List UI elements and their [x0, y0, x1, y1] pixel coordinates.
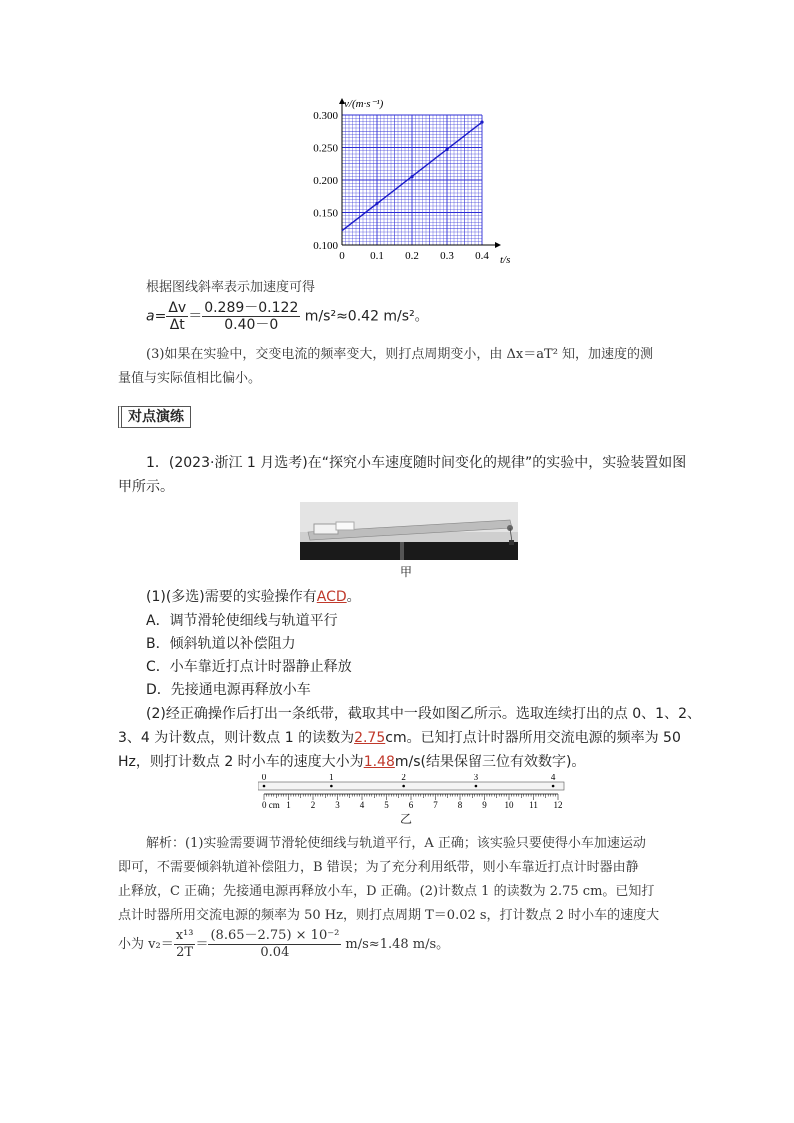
x-tick-label: 0.4	[475, 250, 489, 262]
y-tick-label: 0.300	[313, 110, 338, 122]
x-tick-label: 0.1	[370, 250, 384, 262]
data-point	[480, 121, 483, 124]
frac-den-values: 0.40－0	[224, 317, 279, 333]
figure2-caption: 乙	[400, 812, 413, 826]
section-title: 对点演练	[118, 406, 191, 428]
option-d: D．先接通电源再释放小车	[146, 682, 311, 698]
vt-graph	[300, 95, 530, 270]
tape-dot	[330, 785, 333, 788]
ruler-tick-label: 6	[408, 800, 414, 810]
part1-prefix: (1)(多选)需要的实验操作有	[146, 589, 317, 605]
analysis-line5	[118, 928, 449, 961]
y-tick-label: 0.150	[313, 207, 338, 220]
option-c: C．小车靠近打点计时器静止释放	[146, 659, 352, 675]
analysis-v2-prefix: 小为 v₂＝	[118, 937, 174, 952]
part2-answer2: 1.48	[363, 754, 395, 770]
analysis-v2-suffix: m/s≈1.48 m/s。	[341, 937, 450, 952]
frac-2t: 2T	[176, 945, 194, 960]
fraction-calc	[208, 928, 341, 961]
y-tick-label: 0.100	[313, 240, 338, 252]
ruler-tick-label: 9	[482, 800, 487, 810]
ruler-tick-label: 11	[529, 800, 538, 810]
ruler-tick-label: 1	[286, 800, 291, 810]
tape-point-label: 1	[329, 774, 334, 782]
x-tick-label: 0.3	[440, 250, 454, 262]
ruler-tick-label: 7	[433, 800, 438, 810]
apparatus-photo	[300, 502, 518, 560]
frac-num-values: 0.289－0.122	[204, 300, 299, 316]
frac-den: Δt	[169, 317, 185, 333]
ruler-tick-label: 3	[335, 800, 340, 810]
ruler-tick-label: 12	[553, 800, 563, 810]
tape-dot	[263, 785, 266, 788]
analysis-eq: ＝	[195, 937, 209, 952]
graph-grid	[342, 115, 482, 245]
part1-question	[146, 586, 361, 606]
analysis-line3: 止释放，C 正确；先接通电源再释放小车，D 正确。(2)计数点 1 的读数为 2.75 cm。已知打	[118, 884, 655, 899]
option-a: A．调节滑轮使细线与轨道平行	[146, 613, 338, 629]
part2-line3	[118, 751, 585, 771]
part1-suffix: 。	[346, 589, 361, 605]
ruler-tick-label: 2	[310, 800, 316, 810]
ruler-tick-label: 8	[457, 800, 463, 810]
acceleration-formula: a= $\frac{\Delta v}{\Delta t}$ ＝ $\frac{0.289-0.122}{0.40-0}$ m/s²≈0.42 m/s²。	[146, 300, 429, 333]
data-point	[410, 175, 413, 178]
ruler-unit-label: 0 cm	[262, 800, 280, 810]
x-axis-arrow	[495, 242, 501, 248]
tape-point-label: 4	[550, 774, 556, 782]
ruler-tape	[258, 774, 568, 810]
analysis-line1: 解析：(1)实验需要调节滑轮使细线与轨道平行，A 正确；该实验只要使得小车加速运动	[146, 836, 646, 851]
formula-prefix: a=	[146, 308, 167, 325]
part3-line2: 量值与实际值相比偏小。	[118, 371, 262, 386]
section-header	[118, 406, 191, 426]
formula-suffix: m/s²≈0.42 m/s²。	[300, 308, 429, 325]
tape-point-label: 0	[261, 774, 267, 782]
y-tick-labels	[313, 110, 338, 252]
question-stem-line1: 1．(2023·浙江 1 月选考)在“探究小车速度随时间变化的规律”的实验中，实验装置如图	[146, 455, 687, 471]
part1-answer: ACD	[316, 589, 347, 605]
part2-line2-prefix: 3、4 为计数点，则计数点 1 的读数为	[118, 730, 355, 746]
analysis-line2: 即可，不需要倾斜轨道补偿阻力，B 错误；为了充分利用纸带，则小车靠近打点计时器由静	[118, 860, 639, 875]
tape-dot	[552, 785, 555, 788]
part2-line3-suffix: m/s(结果保留三位有效数字)。	[394, 754, 586, 770]
figure1-caption: 甲	[400, 565, 413, 579]
data-point	[375, 202, 378, 205]
frac-x13: x¹³	[175, 928, 194, 943]
fraction-values	[202, 300, 300, 333]
solution-line1: 根据图线斜率表示加速度可得	[146, 280, 316, 295]
paper-tape	[258, 782, 564, 790]
fraction-dv-dt	[166, 300, 188, 333]
x-axis-label: t/s	[500, 254, 511, 266]
analysis-line4: 点计时器所用交流电源的频率为 50 Hz，则打点周期 T＝0.02 s，打计数点 2 时小车的速度大	[118, 908, 660, 923]
part2-answer1: 2.75	[354, 730, 386, 746]
ruler-tick-label: 5	[384, 800, 389, 810]
tape-point-label: 3	[473, 774, 479, 782]
ruler-tick-label: 4	[359, 800, 365, 810]
part2-line3-prefix: Hz，则打计数点 2 时小车的速度大小为	[118, 754, 364, 770]
x-tick-labels	[339, 250, 489, 262]
data-point	[445, 148, 448, 151]
y-tick-label: 0.200	[313, 175, 338, 187]
y-tick-label: 0.250	[313, 142, 338, 155]
tape-dot	[402, 785, 405, 788]
part2-line1: (2)经正确操作后打出一条纸带，截取其中一段如图乙所示。选取连续打出的点 0、1、2、	[146, 706, 702, 722]
x-tick-label: 0	[339, 250, 345, 262]
option-b: B．倾斜轨道以补偿阻力	[146, 636, 296, 652]
question-stem-line2: 甲所示。	[118, 479, 174, 495]
part2-line2	[118, 727, 681, 747]
part2-line2-suffix: cm。已知打点计时器所用交流电源的频率为 50	[385, 730, 681, 746]
fraction-x13-2t	[174, 928, 196, 961]
frac-calc-num: (8.65－2.75) × 10⁻²	[210, 928, 340, 943]
tape-point-label: 2	[401, 774, 406, 782]
tape-dot	[475, 785, 478, 788]
part3-line1: (3)如果在实验中，交变电流的频率变大，则打点周期变小，由 Δx＝aT² 知，加速度的测	[146, 347, 654, 362]
ruler-tick-label: 10	[504, 800, 514, 810]
y-axis-label: v/(m·s⁻¹)	[344, 98, 384, 110]
frac-num: Δv	[168, 300, 187, 316]
frac-calc-den: 0.04	[260, 945, 290, 960]
x-tick-label: 0.2	[405, 250, 419, 262]
